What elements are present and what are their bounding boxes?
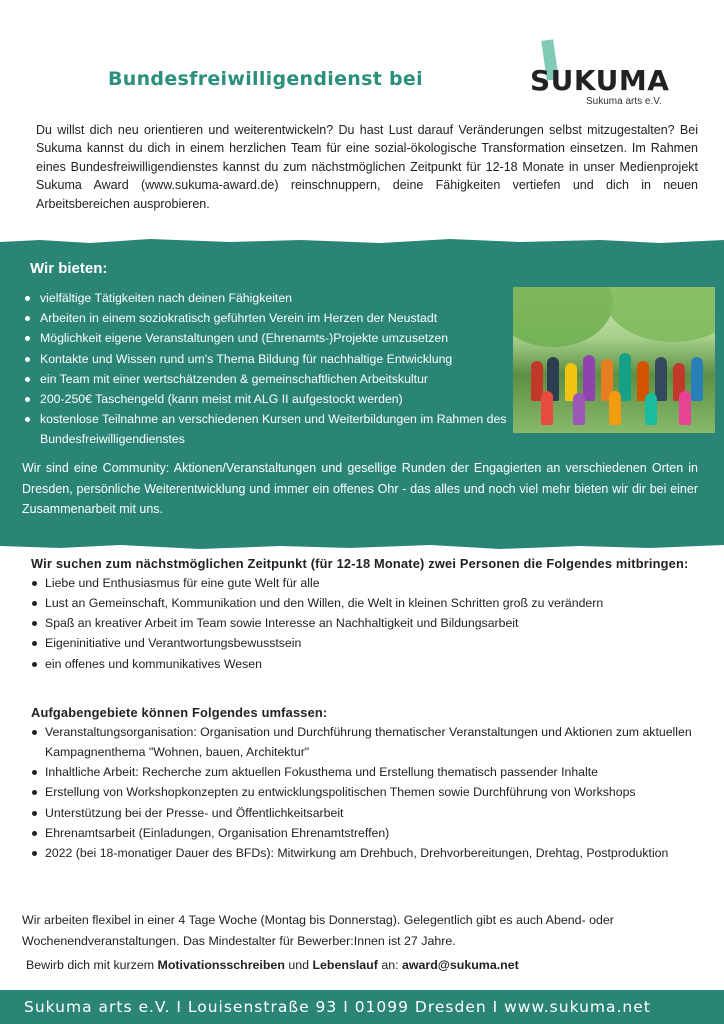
apply-doc-cv: Lebenslauf [312, 958, 378, 972]
task-item: Inhaltliche Arbeit: Recherche zum aktuellen Fokusthema und Erstellung thematisch passender Inhalte [31, 762, 701, 782]
offer-heading: Wir bieten: [30, 260, 108, 277]
offer-band [0, 244, 724, 544]
brush-edge-top [0, 238, 724, 246]
task-item: Veranstaltungsorganisation: Organisation und Durchführung thematischer Veranstaltungen und Aktionen zum aktuellen Kampagnenthema "Wohnen, bauen, Architektur" [31, 722, 701, 763]
search-item: Spaß an kreativer Arbeit im Team sowie Interesse an Nachhaltigkeit und Bildungsarbeit [31, 613, 701, 633]
task-item: 2022 (bei 18-monatiger Dauer des BFDs): Mitwirkung am Drehbuch, Drehvorbereitungen, Drehtag, Postproduktion [31, 843, 701, 863]
sukuma-logo [530, 38, 670, 110]
task-item: Erstellung von Workshopkonzepten zu entwicklungspolitischen Themen sowie Durchführung von Workshops [31, 782, 701, 802]
logo-name: SUKUMA [530, 64, 670, 97]
search-section [31, 555, 701, 674]
task-item: Ehrenamtsarbeit (Einladungen, Organisation Ehrenamtstreffen) [31, 823, 701, 843]
offer-item: Möglichkeit eigene Veranstaltungen und (Ehrenamts-)Projekte umzusetzen [22, 328, 512, 348]
apply-mid: an: [377, 958, 402, 972]
apply-line [26, 958, 706, 972]
offer-item: vielfältige Tätigkeiten nach deinen Fähigkeiten [22, 288, 512, 308]
footer-bar [0, 990, 724, 1024]
search-list [31, 573, 701, 674]
intro-paragraph: Du willst dich neu orientieren und weiterentwickeln? Du hast Lust darauf Veränderungen selbst mitzugestalten? Bei Sukuma kannst du dich in einem herzlichen Team für eine sozial-ökologische Transformation einsetzen. Im Rahmen eines Bundesfreiwilligendienstes kannst du zum nächstmöglichen Zeitpunkt für 12-18 Monate in unser Medienprojekt Sukuma Award (www.sukuma-award.de) reinschnuppern, deine Fähigkeiten vertiefen und dich in neuen Arbeitsbereichen ausprobieren. [36, 123, 698, 211]
tasks-section [31, 704, 701, 864]
brush-edge-bottom [0, 542, 724, 550]
page-title: Bundesfreiwilligendienst bei [108, 68, 423, 90]
search-item: Eigeninitiative und Verantwortungsbewusstsein [31, 633, 701, 653]
logo-subtitle: Sukuma arts e.V. [586, 96, 662, 107]
offer-list [22, 288, 512, 450]
search-heading: Wir suchen zum nächstmöglichen Zeitpunkt (für 12-18 Monate) zwei Personen die Folgendes mitbringen: [31, 556, 689, 571]
community-paragraph: Wir sind eine Community: Aktionen/Veranstaltungen und gesellige Runden der Engagierten an verschiedenen Orten in Dresden, persönliche Weiterentwicklung und immer ein offenes Ohr - das alles und noch viel mehr bieten wir dir bei einer Zusammenarbeit mit uns. [22, 461, 698, 516]
footer-text: Sukuma arts e.V. I Louisenstraße 93 I 01099 Dresden I www.sukuma.net [24, 998, 651, 1016]
offer-item: ein Team mit einer wertschätzenden & gemeinschaftlichen Arbeitskultur [22, 369, 512, 389]
search-item: Lust an Gemeinschaft, Kommunikation und den Willen, die Welt in kleinen Schritten groß zu verändern [31, 593, 701, 613]
apply-and: und [284, 958, 313, 972]
offer-item: kostenlose Teilnahme an verschiedenen Kursen und Weiterbildungen im Rahmen des Bundesfreiwilligendienstes [22, 409, 512, 449]
search-item: Liebe und Enthusiasmus für eine gute Welt für alle [31, 573, 701, 593]
tasks-heading: Aufgabengebiete können Folgendes umfassen: [31, 705, 328, 720]
offer-item: Arbeiten in einem soziokratisch geführten Verein im Herzen der Neustadt [22, 308, 512, 328]
task-item: Unterstützung bei der Presse- und Öffentlichkeitsarbeit [31, 803, 701, 823]
apply-doc-motivation: Motivationsschreiben [157, 958, 285, 972]
closing-paragraph: Wir arbeiten flexibel in einer 4 Tage Woche (Montag bis Donnerstag). Gelegentlich gibt es auch Abend- oder Wochenendveranstaltungen. Das Mindestalter für Bewerber:Innen ist 27 Jahre. [22, 913, 614, 948]
offer-item: Kontakte und Wissen rund um's Thema Bildung für nachhaltige Entwicklung [22, 349, 512, 369]
apply-prefix: Bewirb dich mit kurzem [26, 958, 158, 972]
offer-item: 200-250€ Taschengeld (kann meist mit ALG II aufgestockt werden) [22, 389, 512, 409]
search-item: ein offenes und kommunikatives Wesen [31, 654, 701, 674]
apply-email-link[interactable]: award@sukuma.net [402, 958, 519, 972]
tasks-list [31, 722, 701, 864]
team-photo [513, 287, 715, 433]
